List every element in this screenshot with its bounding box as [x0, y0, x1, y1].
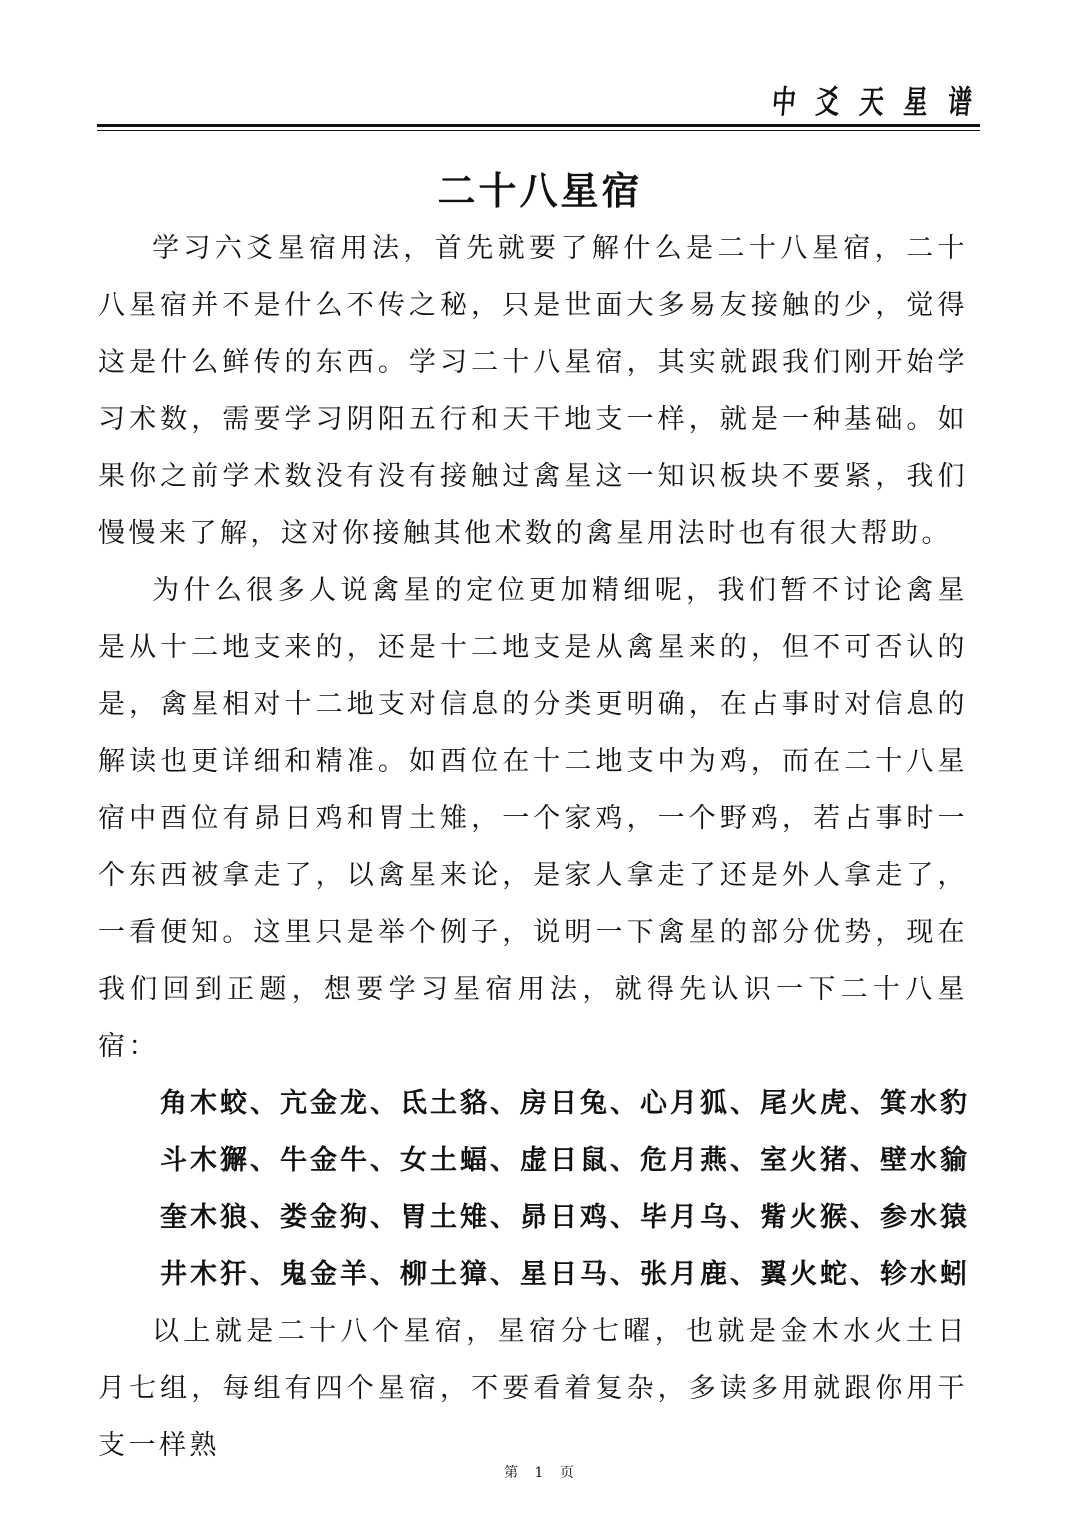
logo-char: 中	[770, 83, 798, 121]
header-rule	[97, 124, 980, 127]
header-logo	[768, 78, 976, 122]
star-line: 井木犴、鬼金羊、柳土獐、星日马、张月鹿、翼火蛇、轸水蚓	[160, 1259, 970, 1290]
page-title: 二十八星宿	[437, 168, 643, 214]
document-body	[98, 220, 968, 1474]
footer-suffix: 页	[559, 1465, 576, 1481]
star-line: 角木蛟、亢金龙、氐土貉、房日兔、心月狐、尾火虎、箕水豹	[160, 1088, 970, 1119]
logo-char: 星	[902, 83, 930, 121]
star-line: 斗木獬、牛金牛、女土蝠、虚日鼠、危月燕、室火猪、壁水貐	[160, 1145, 970, 1176]
star-line: 奎木狼、娄金狗、胃土雉、昴日鸡、毕月乌、觜火猴、参水猿	[160, 1202, 970, 1233]
page-footer	[0, 1462, 1080, 1482]
paragraph: 学习六爻星宿用法，首先就要了解什么是二十八星宿，二十八星宿并不是什么不传之秘，只是世面大多易友接触的少，觉得这是什么鲜传的东西。学习二十八星宿，其实就跟我们刚开始学习术数，需要学习阴阳五行和天干地支一样，就是一种基础。如果你之前学术数没有没有接触过禽星这一知识板块不要紧，我们慢慢来了解，这对你接触其他术数的禽星用法时也有很大帮助。	[98, 233, 968, 549]
logo-char: 爻	[814, 83, 842, 121]
page-number: 1	[534, 1465, 546, 1481]
logo-char: 天	[858, 83, 886, 121]
paragraph: 为什么很多人说禽星的定位更加精细呢，我们暂不讨论禽星是从十二地支来的，还是十二地支是从禽星来的，但不可否认的是，禽星相对十二地支对信息的分类更明确，在占事时对信息的解读也更详细和精准。如酉位在十二地支中为鸡，而在二十八星宿中酉位有昴日鸡和胃土雉，一个家鸡，一个野鸡，若占事时一个东西被拿走了，以禽星来论，是家人拿走了还是外人拿走了，一看便知。这里只是举个例子，说明一下禽星的部分优势，现在我们回到正题，想要学习星宿用法，就得先认识一下二十八星宿：	[98, 575, 968, 1062]
closing-paragraph: 以上就是二十八个星宿，星宿分七曜，也就是金木水火土日月七组，每组有四个星宿，不要看着复杂，多读多用就跟你用干支一样熟	[98, 1316, 968, 1461]
header-rule-thin	[97, 130, 980, 131]
star-list	[98, 1075, 968, 1303]
logo-char: 谱	[946, 83, 974, 121]
footer-prefix: 第	[504, 1465, 521, 1481]
